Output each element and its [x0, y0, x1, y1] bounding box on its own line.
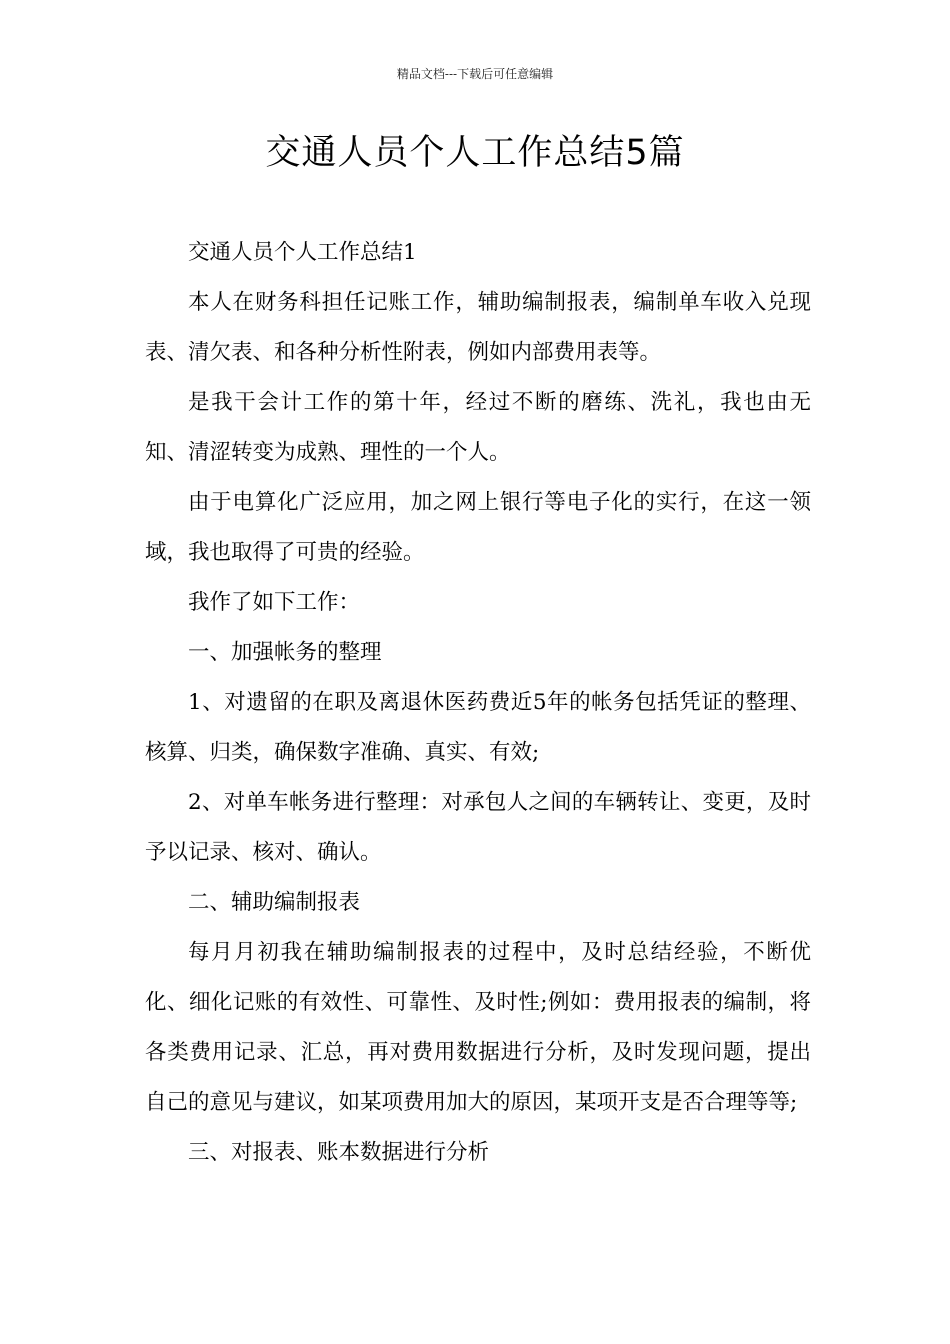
- body-paragraph: 2、对单车帐务进行整理：对承包人之间的车辆转让、变更，及时予以记录、核对、确认。: [145, 790, 811, 865]
- body-paragraph: 是我干会计工作的第十年，经过不断的磨练、洗礼，我也由无知、清涩转变为成熟、理性的一个人。: [145, 390, 811, 465]
- document-body: [145, 228, 811, 1178]
- section-heading: 二、辅助编制报表: [188, 890, 361, 915]
- body-paragraph: 我作了如下工作：: [188, 590, 361, 615]
- header-note: 精品文档---下载后可任意编辑: [396, 67, 554, 81]
- section-heading: 交通人员个人工作总结1: [188, 240, 417, 265]
- section-heading: 一、加强帐务的整理: [188, 640, 382, 665]
- body-paragraph: 1、对遗留的在职及离退休医药费近5年的帐务包括凭证的整理、核算、归类，确保数字准确、真实、有效;: [145, 690, 811, 765]
- section-heading: 三、对报表、账本数据进行分析: [188, 1140, 490, 1165]
- body-paragraph: 本人在财务科担任记账工作，辅助编制报表，编制单车收入兑现表、清欠表、和各种分析性附表，例如内部费用表等。: [145, 290, 811, 365]
- document-title: 交通人员个人工作总结5篇: [265, 133, 685, 173]
- body-paragraph: 由于电算化广泛应用，加之网上银行等电子化的实行，在这一领域，我也取得了可贵的经验。: [145, 490, 811, 565]
- body-paragraph: 每月月初我在辅助编制报表的过程中，及时总结经验，不断优化、细化记账的有效性、可靠性、及时性;例如：费用报表的编制，将各类费用记录、汇总，再对费用数据进行分析，及时发现问题，提出自己的意见与建议，如某项费用加大的原因，某项开支是否合理等等;: [145, 940, 811, 1115]
